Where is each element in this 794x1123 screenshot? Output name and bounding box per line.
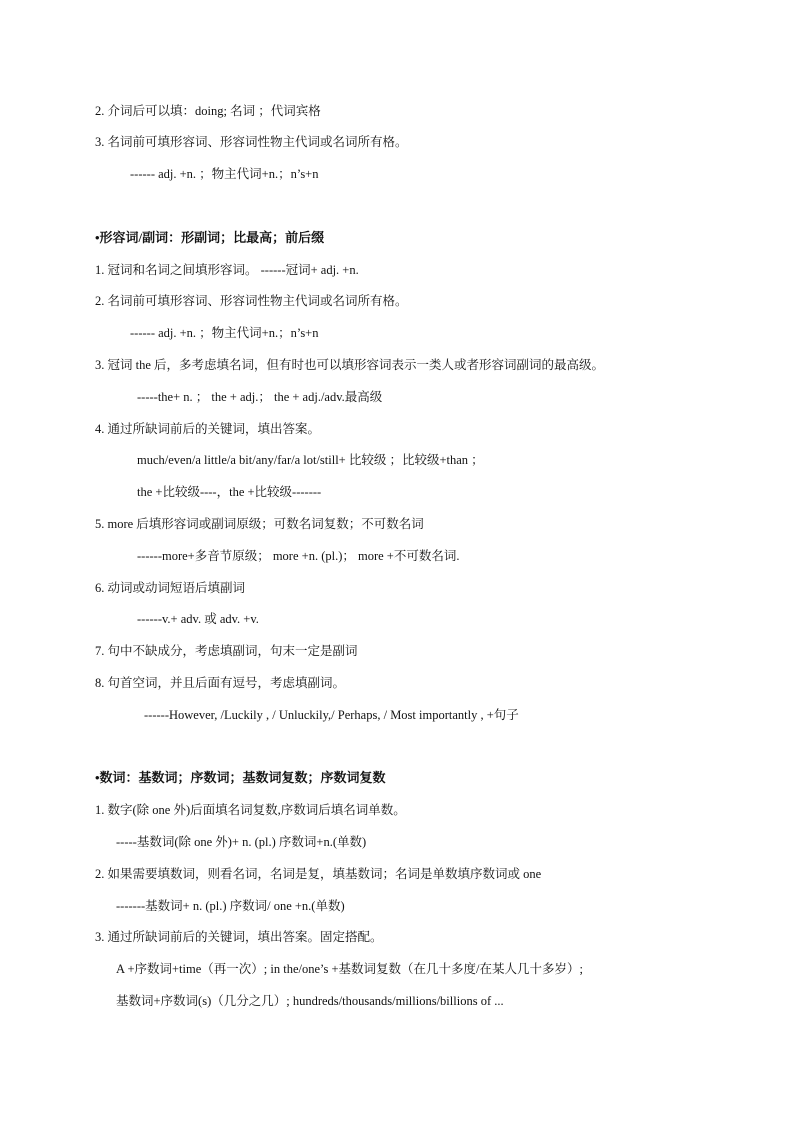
adj-rule-3: 3. 冠词 the 后，多考虑填名词，但有时也可以填形容词表示一类人或者形容词副词的最高级。 [95,358,605,372]
adj-rule-1: 1. 冠词和名词之间填形容词。 ------冠词+ adj. +n. [95,263,359,277]
adj-rule-4: 4. 通过所缺词前后的关键词，填出答案。 [95,422,321,436]
adj-rule-6: 6. 动词或动词短语后填副词 [95,581,246,595]
adj-rule-3-formula: -----the+ n. ； the + adj.； the + adj./adv.最高级 [137,390,383,404]
adj-rule-8: 8. 句首空词，并且后面有逗号，考虑填副词。 [95,676,346,690]
section-heading-numerals: •数词：基数词；序数词；基数词复数；序数词复数 [95,770,386,785]
adj-rule-6-formula: ------v.+ adv. 或 adv. +v. [137,612,259,626]
num-rule-3: 3. 通过所缺词前后的关键词，填出答案。固定搭配。 [95,930,383,944]
num-rule-1: 1. 数字(除 one 外)后面填名词复数,序数词后填名词单数。 [95,803,406,817]
adj-rule-5: 5. more 后填形容词或副词原级；可数名词复数；不可数名词 [95,517,424,531]
adj-rule-2: 2. 名词前可填形容词、形容词性物主代词或名词所有格。 [95,294,408,308]
rule-3-formula: ------ adj. +n. ；物主代词+n.；n’s+n [130,167,319,181]
adj-rule-2-formula: ------ adj. +n. ；物主代词+n.；n’s+n [130,326,319,340]
rule-2-preposition: 2. 介词后可以填：doing; 名词 ；代词宾格 [95,104,321,118]
section-heading-adjective-adverb: •形容词/副词：形副词；比最高；前后缀 [95,230,325,245]
rule-3-noun: 3. 名词前可填形容词、形容词性物主代词或名词所有格。 [95,135,408,149]
num-rule-3-formula-b: 基数词+序数词(s)（几分之几）; hundreds/thousands/millions/billions of ... [116,994,504,1008]
adj-rule-5-formula: ------more+多音节原级； more +n. (pl.)； more +不可数名词. [137,549,460,563]
num-rule-3-formula-a: A +序数词+time（再一次）; in the/one’s +基数词复数（在几十多度/在某人几十多岁）; [116,962,583,976]
num-rule-2-formula: -------基数词+ n. (pl.) 序数词/ one +n.(单数) [116,899,345,913]
num-rule-2: 2. 如果需要填数词，则看名词，名词是复，填基数词；名词是单数填序数词或 one [95,867,542,881]
adj-rule-4-formula-a: much/even/a little/a bit/any/far/a lot/still+ 比较级 ；比较级+than ； [137,453,484,467]
num-rule-1-formula: -----基数词(除 one 外)+ n. (pl.) 序数词+n.(单数) [116,835,367,849]
adj-rule-8-formula: ------However, /Luckily , / Unluckily,/ Perhaps, / Most importantly , +句子 [144,708,519,722]
adj-rule-7: 7. 句中不缺成分，考虑填副词，句末一定是副词 [95,644,358,658]
adj-rule-4-formula-b: the +比较级----，the +比较级------- [137,485,322,499]
